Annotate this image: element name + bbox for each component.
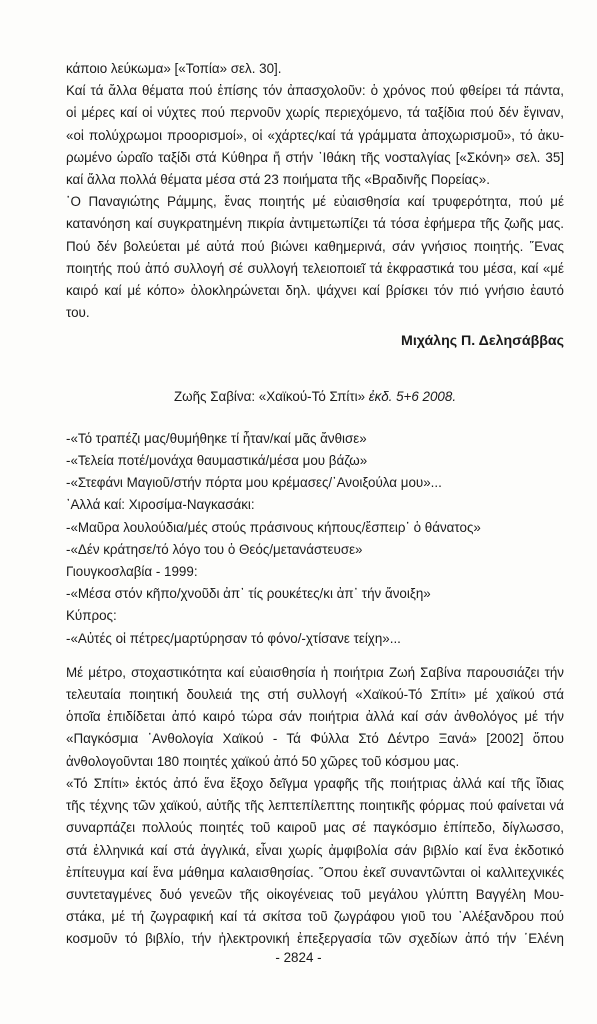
text-line: κοσμοῦν τό βιβλίο, τήν ἠλεκτρονική ἐπεξεργασία τῶν σχεδίων ἀπό τήν ῾Ελένη: [66, 931, 564, 947]
text-line: κατανόηση καί συγκρατημένη πικρία ἀντιμετωπίζει τά τόσα ἐφήμερα τῆς ζωῆς μας.: [66, 216, 564, 232]
text-line: Καί τά ἄλλα θέματα πού ἐπίσης τόν ἀπασχολοῦν: ὁ χρόνος πού φθείρει τά πάντα,: [66, 83, 564, 99]
book-edition: ἐκδ. 5+6 2008.: [368, 388, 457, 404]
text-line: ὁποῖα ἐπιδίδεται ἀπό καιρό τώρα σάν ποιήτρια ἀλλά καί σάν ἀνθολόγος μέ τήν: [66, 709, 564, 725]
review-1-body: [66, 58, 564, 324]
page-number: - 2824 -: [275, 950, 322, 965]
text-line: καιρό καί μέ κόπο» ὁλοκληρώνεται δηλ. ψάχνει καί βρίσκει τόν πιό γνήσιο ἑαυτό: [66, 283, 564, 299]
text-line: οἱ μέρες καί οἱ νύχτες πού περνοῦν χωρίς περιεχόμενο, τά ταξίδια πού δέν ἔγιναν,: [66, 105, 564, 121]
review-1: [66, 58, 564, 353]
text-line: «οἱ πολύχρωμοι προορισμοί», οἱ «χάρτες/καί τά γράμματα ἀποχωρισμοῦ», τό ἀκυ-: [66, 127, 564, 143]
text-line: «Τό Σπίτι» ἐκτός ἀπό ἕνα ἔξοχο δεῖγμα γραφῆς τῆς ποιήτριας ἀλλά καί τῆς ἴδιας: [66, 775, 564, 791]
poem-line: -«Τό τραπέζι μας/θυμήθηκε τί ἦταν/καί μᾶς ἄνθισε»: [66, 430, 367, 446]
text-line: συναρπάζει πολλούς ποιητές τοῦ καιροῦ μας σέ παγκόσμιο ἐπίπεδο, δίγλωσσο,: [66, 820, 564, 836]
text-line: στά ἑλληνικά καί στά ἀγγλικά, εἶναι χωρίς ἀμφιβολία σάν βιβλίο καί ἕνα ἐκδοτικό: [66, 842, 564, 858]
text-line: ρωμένο ὡραῖο ταξίδι στά Κύθηρα ἤ στήν ᾿Ιθάκη τῆς νοσταλγίας [«Σκόνη» σελ. 35]: [66, 149, 564, 165]
text-line: ἀνθολογοῦνται 180 ποιητές χαϊκού ἀπό 50 χῶρες τοῦ κόσμου μας.: [66, 753, 460, 769]
text-line: στάκα, μέ τή ζωγραφική καί τά σκίτσα τοῦ ζωγράφου γιοῦ του ᾿Αλέξανδρου πού: [66, 909, 564, 925]
text-line: ἐπίτευγμα καί ἕνα μάθημα καλαισθησίας. ῞Οπου ἐκεῖ συναντῶνται οἱ καλλιτεχνικές: [66, 864, 564, 880]
text-line: του.: [66, 305, 90, 321]
text-line: ποιητής πού ἀπό συλλογή σέ συλλογή τελειοποιεῖ τά ἐκφραστικά του μέσα, καί «μέ: [66, 260, 564, 276]
text-line: «Παγκόσμια ᾿Ανθολογία Χαϊκού - Τά Φύλλα Στό Δέντρο Ξανά» [2002] ὅπου: [66, 731, 564, 747]
poem-line: Κύπρος:: [66, 608, 117, 624]
spacer: [66, 650, 564, 662]
text-line: τελευταία ποιητική δουλειά της στή συλλογή «Χαϊκού-Τό Σπίτι» μέ χαϊκού στά: [66, 687, 564, 703]
poem-line: -«Δέν κράτησε/τό λόγο του ὁ Θεός/μετανάστευσε»: [66, 541, 363, 557]
book-reference: [66, 386, 564, 408]
text-line: ῾Ο Παναγιώτης Ράμμης, ἕνας ποιητής μέ εὐαισθησία καί τρυφερότητα, πού μέ: [66, 194, 564, 210]
document-page: [66, 58, 564, 951]
poem-line: Γιουγκοσλαβία - 1999:: [66, 564, 198, 580]
text-line: Πού δέν βολεύεται μέ αὐτά πού βιώνει καθημερινά, σάν γνήσιος ποιητής. ῞Ενας: [66, 238, 564, 254]
book-title: Ζωῆς Σαβίνα: «Χαϊκού-Τό Σπίτι»: [173, 388, 369, 404]
poem-line: -«Μέσα στόν κῆπο/χνοῦδι ἀπ᾿ τίς ρουκέτες/κι ἀπ᾿ τήν ἄνοιξη»: [66, 586, 431, 602]
author-signature: Μιχάλης Π. Δελησάββας: [401, 333, 564, 350]
text-line: συντεταγμένες δυό γενεῶν τῆς οἰκογένειας τοῦ μεγάλου γλύπτη Βαγγέλη Μου-: [66, 886, 564, 902]
text-line: Μέ μέτρο, στοχαστικότητα καί εὐαισθησία ἡ ποιήτρια Ζωή Σαβίνα παρουσιάζει τήν: [66, 664, 564, 680]
poem-line: -«Αὐτές οἱ πέτρες/μαρτύρησαν τό φόνο/-χτίσανε τείχη»...: [66, 630, 401, 646]
poem-line: -«Στεφάνι Μαγιοῦ/στήν πόρτα μου κρέμασες/᾿Ανοιξούλα μου»...: [66, 475, 442, 491]
text-line: καί ἄλλα πολλά θέματα μέσα στά 23 ποιήματα τῆς «Βραδινῆς Πορείας».: [66, 172, 490, 188]
text-line: κάποιο λεύκωμα» [«Τοπία» σελ. 30].: [66, 61, 282, 76]
poem-excerpts: [66, 428, 564, 650]
text-line: τῆς τέχνης τῶν χαϊκού, αὐτῆς τῆς λεπτεπίλεπτης ποιητικῆς φόρμας πού φαίνεται νά: [66, 798, 564, 814]
poem-line: ᾿Αλλά καί: Χιροσίμα-Ναγκασάκι:: [66, 497, 255, 513]
review-2-body: [66, 662, 564, 951]
poem-line: -«Τελεία ποτέ/μονάχα θαυμαστικά/μέσα μου βάζω»: [66, 453, 368, 469]
review-2: [66, 386, 564, 951]
poem-line: -«Μαῦρα λουλούδια/μές στούς πράσινους κήπους/ἔσπειρ᾿ ὁ θάνατος»: [66, 519, 481, 535]
